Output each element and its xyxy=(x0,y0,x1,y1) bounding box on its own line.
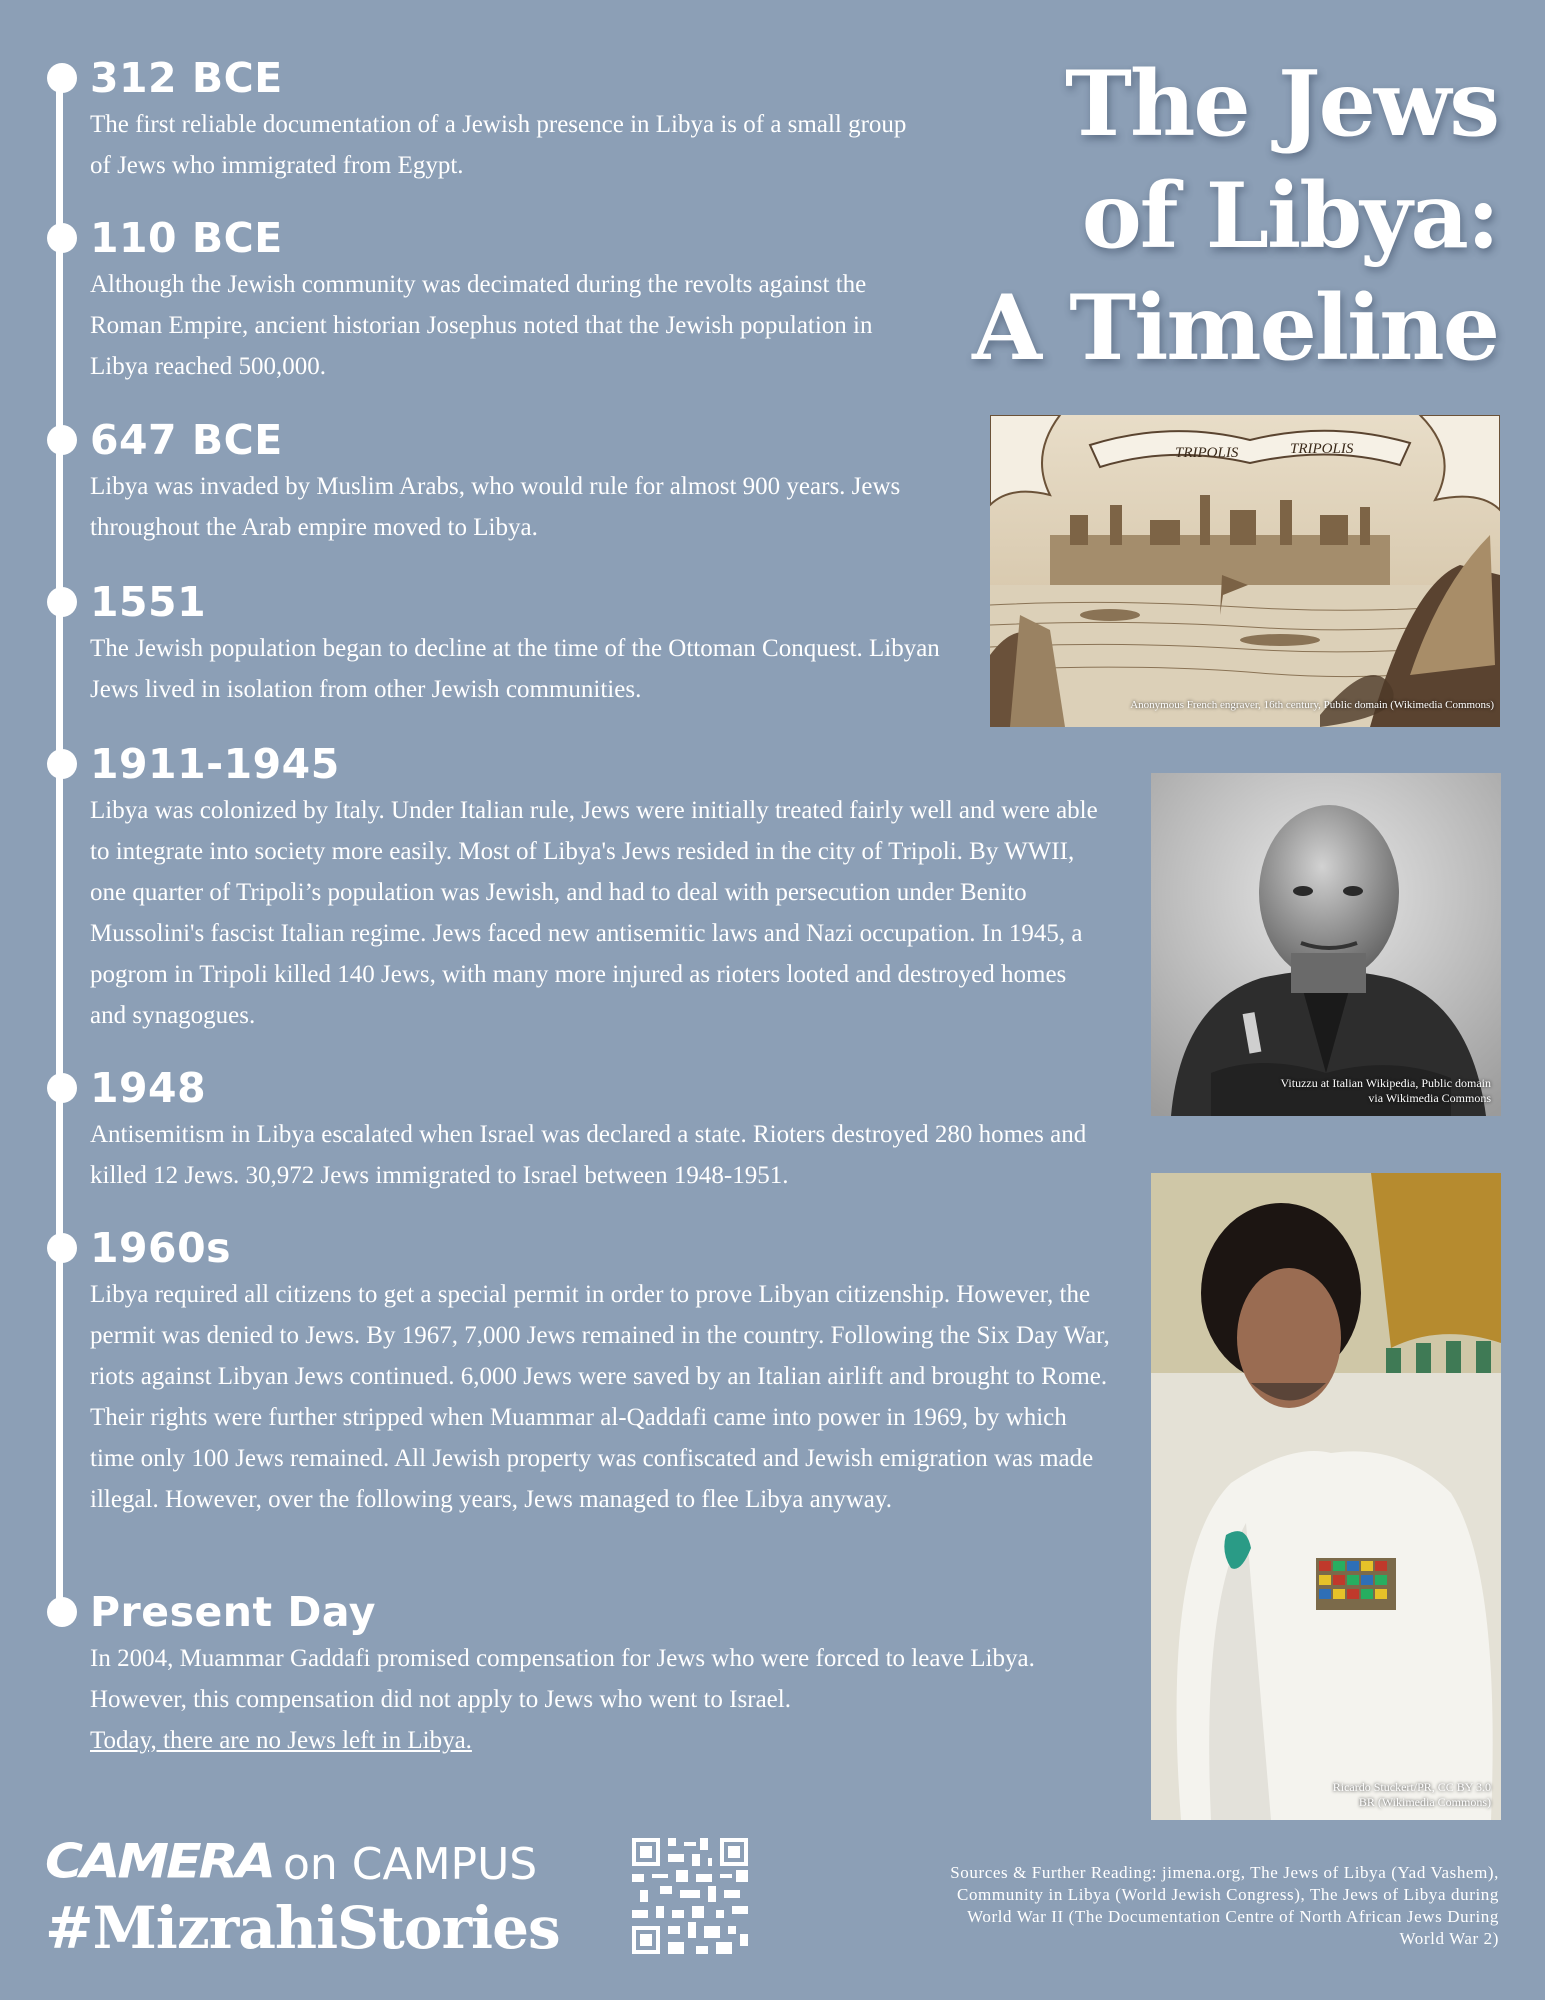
timeline-event-1960s xyxy=(90,1222,1110,1520)
qr-code-graphic xyxy=(632,1838,748,1954)
logo-camera-text: CAMERA xyxy=(45,1835,273,1889)
title-line-1: The Jews xyxy=(1065,51,1498,157)
timeline-dot xyxy=(47,223,77,253)
timeline-event-1948 xyxy=(90,1062,1100,1196)
event-year: 312 BCE xyxy=(90,54,283,102)
sources-text: Sources & Further Reading: jimena.org, The Jews of Libya (Yad Vashem), Community in Libya (World Jewish Congress), The Jews of Libya during World War II (The Documentation Centre of North African Jews During World War 2) xyxy=(950,1863,1499,1948)
timeline-event-647bce xyxy=(90,414,910,548)
event-year: 1911-1945 xyxy=(90,740,340,788)
event-text: The Jewish population began to decline at the time of the Ottoman Conquest. Libyan Jews lived in isolation from other Jewish communities. xyxy=(90,635,940,703)
timeline-event-110bce xyxy=(90,212,910,387)
event-year: 647 BCE xyxy=(90,416,283,464)
tripoli-credit: Anonymous French engraver, 16th century, Public domain (Wikimedia Commons) xyxy=(1130,699,1494,711)
tripoli-engraving-image xyxy=(990,415,1500,727)
page-title xyxy=(972,48,1498,384)
event-text: Libya was colonized by Italy. Under Italian rule, Jews were initially treated fairly well and were able to integrate into society more easily. Most of Libya's Jews resided in the city of Tripoli. By WWII, one quarter of Tripoli’s population was Jewish, and had to deal with persecution under Benito Mussolini's fascist Italian regime. Jews faced new antisemitic laws and Nazi occupation. In 1945, a pogrom in Tripoli killed 140 Jews, with many more injured as rioters looted and destroyed homes and synagogues. xyxy=(90,797,1098,1029)
timeline-event-1911-1945 xyxy=(90,738,1100,1036)
event-text: Antisemitism in Libya escalated when Israel was declared a state. Rioters destroyed 280 homes and killed 12 Jews. 30,972 Jews immigrated to Israel between 1948-1951. xyxy=(90,1121,1087,1189)
timeline-event-present-day xyxy=(90,1586,1110,1761)
timeline-dot xyxy=(47,425,77,455)
qaddafi-photo-drawing xyxy=(1151,1173,1501,1820)
event-text: The first reliable documentation of a Jewish presence in Libya is of a small group of Jews who immigrated from Egypt. xyxy=(90,111,907,179)
title-line-2: of Libya: xyxy=(1081,163,1498,269)
event-year: 1948 xyxy=(90,1064,207,1112)
logo-line xyxy=(45,1832,560,1892)
mussolini-photo-drawing xyxy=(1151,773,1501,1116)
mussolini-photo xyxy=(1151,773,1501,1116)
event-year: 1551 xyxy=(90,578,207,626)
qaddafi-credit-line-1: Ricardo Stuckert/PR, CC BY 3.0 xyxy=(1332,1780,1491,1794)
timeline-dot xyxy=(47,587,77,617)
event-year: Present Day xyxy=(90,1588,377,1636)
timeline-event-312bce xyxy=(90,52,910,186)
banner-text-right: TRIPOLIS xyxy=(1290,441,1354,457)
mussolini-credit xyxy=(1280,1076,1491,1106)
event-text: Libya was invaded by Muslim Arabs, who would rule for almost 900 years. Jews throughout the Arab empire moved to Libya. xyxy=(90,473,901,541)
qaddafi-credit-line-2: BR (Wikimedia Commons) xyxy=(1358,1795,1491,1809)
event-text-main: In 2004, Muammar Gaddafi promised compensation for Jews who were forced to leave Libya. However, this compensation did not apply to Jews who went to Israel. xyxy=(90,1645,1035,1713)
timeline-dot xyxy=(47,1597,77,1627)
event-text: Although the Jewish community was decimated during the revolts against the Roman Empire, ancient historian Josephus noted that the Jewish population in Libya reached 500,000. xyxy=(90,271,873,380)
banner-text-left: TRIPOLIS xyxy=(1175,445,1239,461)
event-text: Libya required all citizens to get a special permit in order to prove Libyan citizenship. However, the permit was denied to Jews. By 1967, 7,000 Jews remained in the country. Following the Six Day War, riots against Libyan Jews continued. 6,000 Jews were saved by an Italian airlift and brought to Rome. Their rights were further stripped when Muammar al-Qaddafi came into power in 1969, by which time only 100 Jews remained. All Jewish property was confiscated and Jewish emigration was made illegal. However, over the following years, Jews managed to flee Libya anyway. xyxy=(90,1281,1110,1513)
qaddafi-credit xyxy=(1333,1780,1491,1810)
event-text-underlined: Today, there are no Jews left in Libya. xyxy=(90,1727,472,1754)
camera-on-campus-logo xyxy=(45,1832,560,1960)
timeline-dot xyxy=(47,63,77,93)
timeline-line xyxy=(56,78,63,1613)
event-year: 110 BCE xyxy=(90,214,283,262)
logo-campus-text: on CAMPUS xyxy=(282,1839,538,1890)
qr-code-icon[interactable] xyxy=(632,1838,748,1954)
title-line-3: A Timeline xyxy=(972,275,1498,381)
qaddafi-photo xyxy=(1151,1173,1501,1820)
event-text xyxy=(90,1638,1110,1761)
tripoli-engraving-drawing xyxy=(990,415,1500,727)
timeline-dot xyxy=(47,749,77,779)
timeline-dot xyxy=(47,1233,77,1263)
event-year: 1960s xyxy=(90,1224,232,1272)
timeline-dot xyxy=(47,1073,77,1103)
hashtag: #MizrahiStories xyxy=(45,1894,560,1962)
timeline-event-1551 xyxy=(90,576,950,710)
mussolini-credit-line-2: via Wikimedia Commons xyxy=(1368,1091,1491,1105)
mussolini-credit-line-1: Vituzzu at Italian Wikipedia, Public domain xyxy=(1280,1076,1491,1090)
